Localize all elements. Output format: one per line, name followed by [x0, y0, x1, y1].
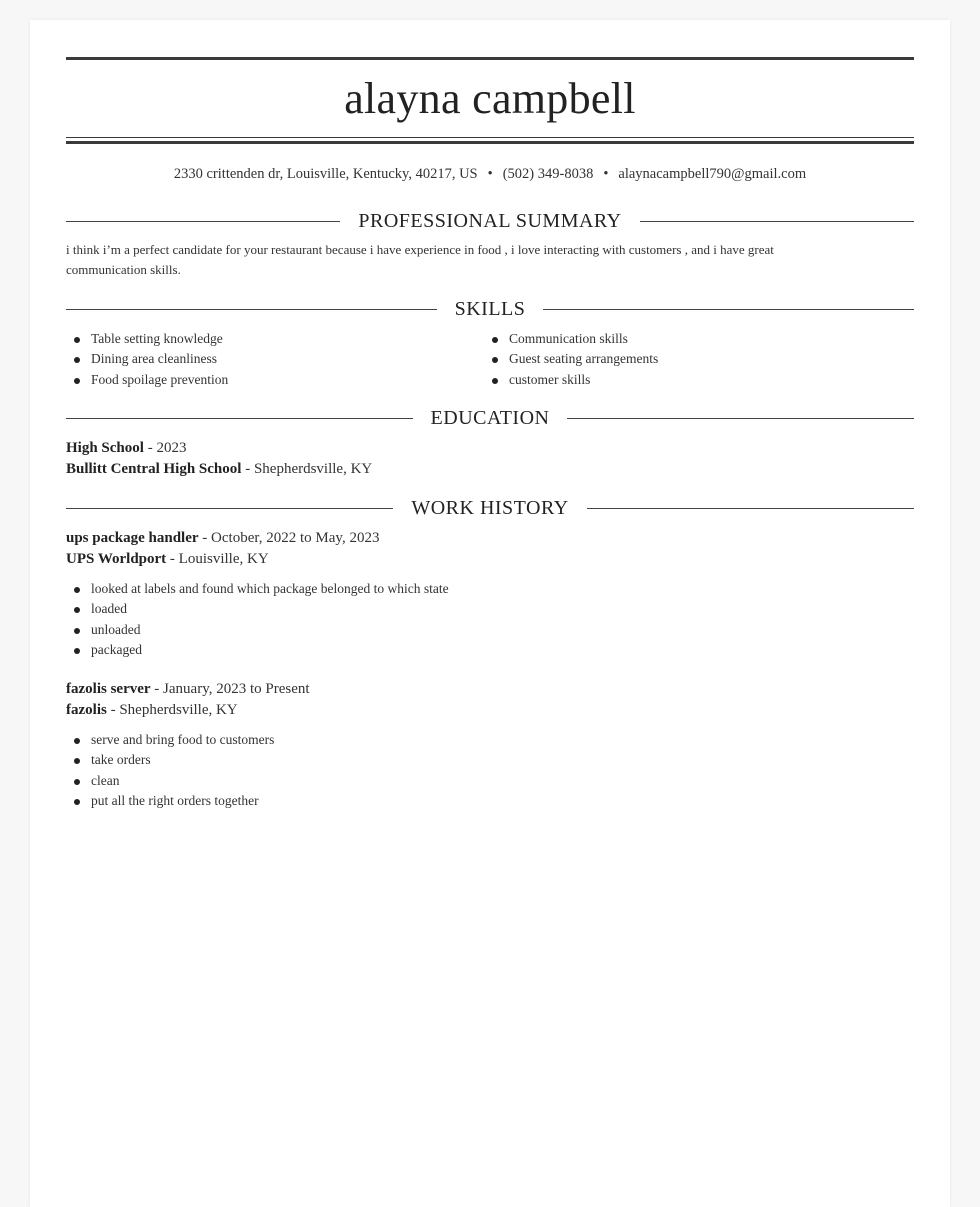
- contact-separator: •: [603, 166, 609, 182]
- education-school: Bullitt Central High School: [66, 461, 242, 477]
- skill-item: Food spoilage prevention: [66, 370, 466, 390]
- heading-rule-right: [640, 221, 914, 222]
- heading-rule-right: [587, 508, 914, 509]
- name-rule-thin: [66, 137, 914, 138]
- section-heading-work: [66, 496, 914, 520]
- section-heading-summary: [66, 209, 914, 233]
- duty-item: packaged: [66, 640, 666, 660]
- job-role: fazolis server: [66, 681, 151, 697]
- section-title: PROFESSIONAL SUMMARY: [358, 210, 622, 232]
- dash: -: [150, 681, 164, 697]
- dash: -: [143, 440, 157, 456]
- section-title: WORK HISTORY: [411, 497, 569, 519]
- duties-list: [66, 579, 666, 660]
- heading-rule-right: [567, 418, 914, 419]
- duty-item: clean: [66, 771, 666, 791]
- job-company: fazolis: [66, 702, 107, 718]
- top-rule: [66, 57, 914, 60]
- skills-column-left: [66, 329, 466, 390]
- skill-item: customer skills: [484, 370, 884, 390]
- dash: -: [198, 530, 212, 546]
- duty-item: unloaded: [66, 620, 666, 640]
- education-year: 2023: [156, 440, 187, 456]
- dash: -: [106, 702, 120, 718]
- contact-phone: (502) 349-8038: [502, 166, 594, 182]
- education-school-line: [66, 459, 372, 480]
- skill-item: Guest seating arrangements: [484, 349, 884, 369]
- skills-list-right: [484, 329, 884, 390]
- education-degree-line: [66, 438, 186, 459]
- skill-item: Table setting knowledge: [66, 329, 466, 349]
- name-rule-thick: [66, 141, 914, 144]
- job-dates: October, 2022 to May, 2023: [211, 530, 380, 546]
- duty-item: looked at labels and found which package belonged to which state: [66, 579, 666, 599]
- contact-separator: •: [487, 166, 493, 182]
- contact-line: [66, 164, 914, 184]
- duty-item: take orders: [66, 750, 666, 770]
- skills-column-right: [484, 329, 884, 390]
- dash: -: [241, 461, 254, 477]
- dash: -: [166, 551, 179, 567]
- section-heading-skills: [66, 297, 914, 321]
- job-company: UPS Worldport: [66, 551, 167, 567]
- job-title-line: [66, 679, 310, 700]
- summary-text: i think i’m a perfect candidate for your restaurant because i have experience in food , i love interacting with customers , and i have great communication skills.: [66, 242, 774, 277]
- resume-page: [30, 20, 950, 1207]
- duties-list: [66, 730, 666, 811]
- candidate-name: alayna campbell: [344, 74, 636, 123]
- job-location: Shepherdsville, KY: [119, 702, 238, 718]
- contact-address: 2330 crittenden dr, Louisville, Kentucky, 40217, US: [173, 166, 478, 182]
- contact-email: alaynacampbell790@gmail.com: [618, 166, 807, 182]
- heading-rule-left: [66, 508, 393, 509]
- section-heading-education: [66, 406, 914, 430]
- heading-rule-left: [66, 418, 413, 419]
- skill-item: Communication skills: [484, 329, 884, 349]
- duty-item: serve and bring food to customers: [66, 730, 666, 750]
- skill-item: Dining area cleanliness: [66, 349, 466, 369]
- job-company-line: [66, 549, 269, 570]
- job-location: Louisville, KY: [178, 551, 269, 567]
- job-title-line: [66, 528, 379, 549]
- heading-rule-left: [66, 221, 340, 222]
- education-location: Shepherdsville, KY: [253, 461, 373, 477]
- job-role: ups package handler: [66, 530, 199, 546]
- job-company-line: [66, 700, 238, 721]
- duty-item: put all the right orders together: [66, 791, 666, 811]
- job-dates: January, 2023 to Present: [163, 681, 310, 697]
- section-title: SKILLS: [454, 298, 526, 320]
- education-degree: High School: [66, 440, 144, 456]
- skills-list-left: [66, 329, 466, 390]
- heading-rule-left: [66, 309, 437, 310]
- job-duties: [66, 579, 666, 660]
- heading-rule-right: [543, 309, 914, 310]
- job-duties: [66, 730, 666, 811]
- duty-item: loaded: [66, 599, 666, 619]
- section-title: EDUCATION: [430, 407, 550, 429]
